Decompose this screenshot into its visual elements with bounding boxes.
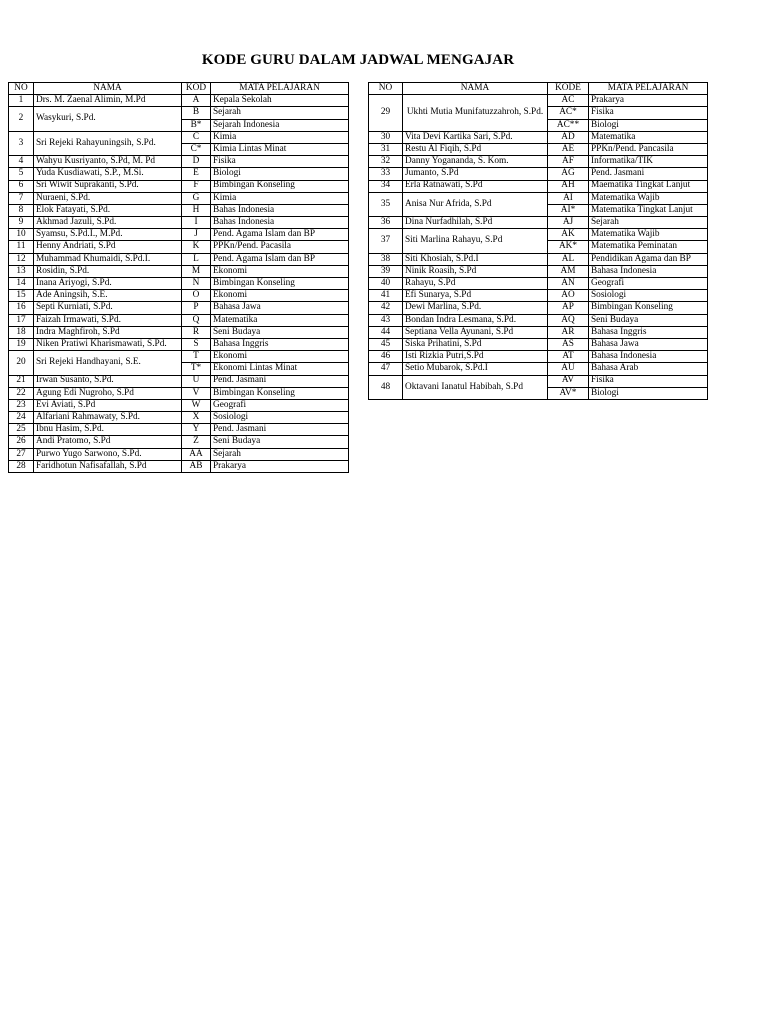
teacher-name: Evi Aviati, S.Pd [34,399,182,411]
teacher-name: Danny Yogananda, S. Kom. [403,156,548,168]
row-number: 43 [369,314,403,326]
row-number: 33 [369,168,403,180]
row-number: 45 [369,338,403,350]
teacher-name: Henny Andriati, S.Pd [34,241,182,253]
table-row [369,314,708,326]
row-number: 16 [9,302,34,314]
teacher-name: Purwo Yugo Sarwono, S.Pd. [34,448,182,460]
row-number: 21 [9,375,34,387]
teacher-name: Anisa Nur Afrida, S.Pd [403,192,548,216]
subject-name: Prakarya [211,460,349,472]
subject-name: Biologi [589,387,708,399]
row-number: 44 [369,326,403,338]
subject-name: Matematika [589,131,708,143]
table-row [9,107,349,119]
table-header-row [9,83,349,95]
row-number: 22 [9,387,34,399]
teacher-code: P [182,302,211,314]
subject-name: PPKn/Pend. Pacasila [211,241,349,253]
row-number: 28 [9,460,34,472]
teacher-name: Irwan Susanto, S.Pd. [34,375,182,387]
subject-name: Bahasa Inggris [589,326,708,338]
teacher-code: AC** [548,119,589,131]
table-row [9,253,349,265]
teacher-name: Ninik Roasih, S.Pd [403,265,548,277]
subject-name: Bahasa Inggris [211,338,349,350]
teacher-name: Ibnu Hasim, S.Pd. [34,424,182,436]
subject-name: Ekonomi [211,265,349,277]
subject-name: Matematika [211,314,349,326]
row-number: 17 [9,314,34,326]
teacher-name: Wasykuri, S.Pd. [34,107,182,131]
table-row [9,192,349,204]
subject-name: Fisika [589,107,708,119]
teacher-code: AV* [548,387,589,399]
subject-name: Matematika Tingkat Lanjut [589,204,708,216]
teacher-name: Ukhti Mutia Munifatuzzahroh, S.Pd. [403,95,548,132]
table-row [369,363,708,375]
subject-name: Bahasa Indonesia [589,265,708,277]
subject-name: Kimia [211,192,349,204]
teacher-name: Drs. M. Zaenal Alimin, M.Pd [34,95,182,107]
subject-name: Ekonomi [211,351,349,363]
teacher-code: AU [548,363,589,375]
subject-name: Bahasa Jawa [589,338,708,350]
teacher-name: Sri Rejeki Handhayani, S.E. [34,351,182,375]
teacher-code: AE [548,143,589,155]
table-row [369,95,708,107]
table-row [9,168,349,180]
teacher-code: AQ [548,314,589,326]
teacher-code: J [182,229,211,241]
table-row [9,290,349,302]
row-number: 10 [9,229,34,241]
table-row [369,278,708,290]
row-number: 20 [9,351,34,375]
teacher-code: K [182,241,211,253]
table-row [9,338,349,350]
teacher-code: C* [182,143,211,155]
table-row [369,180,708,192]
subject-name: Sosiologi [589,290,708,302]
row-number: 41 [369,290,403,302]
row-number: 47 [369,363,403,375]
teacher-name: Rosidin, S.Pd. [34,265,182,277]
subject-name: Matematika Wajib [589,192,708,204]
teacher-code: AA [182,448,211,460]
row-number: 7 [9,192,34,204]
teacher-code: AK [548,229,589,241]
teacher-name: Bondan Indra Lesmana, S.Pd. [403,314,548,326]
teacher-code: F [182,180,211,192]
teacher-name: Dina Nurfadhilah, S.Pd [403,217,548,229]
row-number: 18 [9,326,34,338]
row-number: 32 [369,156,403,168]
teacher-code: AV [548,375,589,387]
teacher-name: Andi Pratomo, S.Pd [34,436,182,448]
teacher-code: L [182,253,211,265]
teacher-code: D [182,156,211,168]
subject-name: Seni Budaya [211,436,349,448]
table-row [369,326,708,338]
page-title: KODE GURU DALAM JADWAL MENGAJAR [201,52,515,68]
subject-name: Bahasa Arab [589,363,708,375]
row-number: 3 [9,131,34,155]
teacher-name: Efi Sunarya, S.Pd [403,290,548,302]
teacher-name: Niken Pratiwi Kharismawati, S.Pd. [34,338,182,350]
header-nama: NAMA [34,83,182,95]
teacher-code: V [182,387,211,399]
table-row [9,460,349,472]
subject-name: Bahas Indonesia [211,217,349,229]
table-row [369,192,708,204]
subject-name: PPKn/Pend. Pancasila [589,143,708,155]
row-number: 8 [9,204,34,216]
table-row [369,168,708,180]
teacher-name: Akhmad Jazuli, S.Pd. [34,217,182,229]
subject-name: Biologi [589,119,708,131]
teacher-code: E [182,168,211,180]
table-header-row [369,83,708,95]
teacher-code: T [182,351,211,363]
subject-name: Pend. Agama Islam dan BP [211,229,349,241]
header-mata-pelajaran: MATA PELAJARAN [589,83,708,95]
row-number: 4 [9,156,34,168]
header-kode: KOD [182,83,211,95]
row-number: 5 [9,168,34,180]
subject-name: Bimbingan Konseling [211,180,349,192]
teacher-name: Faridhotun Nafisafallah, S.Pd [34,460,182,472]
subject-name: Sejarah Indonesia [211,119,349,131]
teacher-code: AC* [548,107,589,119]
teacher-name: Elok Fatayati, S.Pd. [34,204,182,216]
teacher-name: Yuda Kusdiawati, S.P., M.Si. [34,168,182,180]
subject-name: Fisika [211,156,349,168]
subject-name: Bimbingan Konseling [589,302,708,314]
teacher-code: O [182,290,211,302]
teacher-name: Erla Ratnawati, S.Pd [403,180,548,192]
subject-name: Sejarah [211,448,349,460]
table-row [369,375,708,387]
row-number: 42 [369,302,403,314]
teacher-code: AR [548,326,589,338]
row-number: 48 [369,375,403,399]
teacher-name: Nuraeni, S.Pd. [34,192,182,204]
table-row [9,436,349,448]
table-row [9,131,349,143]
row-number: 26 [9,436,34,448]
teacher-code: AO [548,290,589,302]
teacher-name: Isti Rizkia Putri,S.Pd [403,351,548,363]
row-number: 35 [369,192,403,216]
table-row [369,217,708,229]
subject-name: Sosiologi [211,412,349,424]
table-row [9,278,349,290]
header-kode: KODE [548,83,589,95]
table-row [9,95,349,107]
teacher-name: Vita Devi Kartika Sari, S.Pd. [403,131,548,143]
table-row [369,229,708,241]
subject-name: Biologi [211,168,349,180]
teacher-code: W [182,399,211,411]
subject-name: Bahas Indonesia [211,204,349,216]
teacher-code: A [182,95,211,107]
table-row [9,302,349,314]
subject-name: Matematika Peminatan [589,241,708,253]
row-number: 31 [369,143,403,155]
row-number: 6 [9,180,34,192]
table-row [9,217,349,229]
row-number: 13 [9,265,34,277]
header-mata-pelajaran: MATA PELAJARAN [211,83,349,95]
subject-name: Pend. Agama Islam dan BP [211,253,349,265]
header-no: NO [9,83,34,95]
table-row [9,156,349,168]
table-row [9,241,349,253]
teacher-name: Sri Rejeki Rahayuningsih, S.Pd. [34,131,182,155]
subject-name: Sejarah [589,217,708,229]
teacher-code-table-left [8,82,349,473]
teacher-code: AI* [548,204,589,216]
header-no: NO [369,83,403,95]
teacher-code-table-right [368,82,708,400]
table-row [9,204,349,216]
teacher-name: Siti Khosiah, S.Pd.I [403,253,548,265]
table-row [9,375,349,387]
row-number: 24 [9,412,34,424]
teacher-code: AS [548,338,589,350]
row-number: 12 [9,253,34,265]
teacher-code: AM [548,265,589,277]
teacher-code: AN [548,278,589,290]
teacher-code: AJ [548,217,589,229]
row-number: 1 [9,95,34,107]
teacher-name: Restu Al Fiqih, S.Pd [403,143,548,155]
row-number: 23 [9,399,34,411]
teacher-name: Indra Maghfiroh, S.Pd [34,326,182,338]
teacher-name: Jumanto, S.Pd [403,168,548,180]
teacher-name: Septiana Vella Ayunani, S.Pd [403,326,548,338]
row-number: 36 [369,217,403,229]
subject-name: Prakarya [589,95,708,107]
teacher-code: T* [182,363,211,375]
table-row [9,399,349,411]
right-table-body [369,95,708,400]
table-row [9,448,349,460]
teacher-code: AT [548,351,589,363]
table-row [9,424,349,436]
table-row [9,326,349,338]
teacher-code: M [182,265,211,277]
subject-name: Informatika/TIK [589,156,708,168]
subject-name: Pend. Jasmani [211,375,349,387]
table-row [369,351,708,363]
table-row [369,302,708,314]
row-number: 38 [369,253,403,265]
table-row [369,131,708,143]
teacher-name: Dewi Marlina, S.Pd. [403,302,548,314]
table-row [9,387,349,399]
teacher-name: Ade Aningsih, S.E. [34,290,182,302]
teacher-code: G [182,192,211,204]
teacher-name: Wahyu Kusriyanto, S.Pd, M. Pd [34,156,182,168]
row-number: 40 [369,278,403,290]
teacher-code: Y [182,424,211,436]
row-number: 15 [9,290,34,302]
teacher-code: AB [182,460,211,472]
row-number: 11 [9,241,34,253]
row-number: 39 [369,265,403,277]
subject-name: Bimbingan Konseling [211,387,349,399]
row-number: 34 [369,180,403,192]
subject-name: Bahasa Indonesia [589,351,708,363]
subject-name: Kimia Lintas Minat [211,143,349,155]
teacher-code: Z [182,436,211,448]
row-number: 2 [9,107,34,131]
teacher-name: Rahayu, S.Pd [403,278,548,290]
subject-name: Ekonomi Lintas Minat [211,363,349,375]
subject-name: Kimia [211,131,349,143]
subject-name: Kepala Sekolah [211,95,349,107]
teacher-code: N [182,278,211,290]
table-row [369,290,708,302]
row-number: 25 [9,424,34,436]
teacher-name: Alfariani Rahmawaty, S.Pd. [34,412,182,424]
table-row [9,351,349,363]
teacher-code: X [182,412,211,424]
table-row [9,229,349,241]
row-number: 29 [369,95,403,132]
row-number: 14 [9,278,34,290]
teacher-code: Q [182,314,211,326]
teacher-code: C [182,131,211,143]
teacher-name: Siti Marlina Rahayu, S.Pd [403,229,548,253]
table-row [9,412,349,424]
teacher-code: AI [548,192,589,204]
teacher-code: U [182,375,211,387]
teacher-code: B [182,107,211,119]
subject-name: Fisika [589,375,708,387]
teacher-name: Setio Mubarok, S.Pd.I [403,363,548,375]
subject-name: Bahasa Jawa [211,302,349,314]
table-row [9,180,349,192]
row-number: 37 [369,229,403,253]
row-number: 27 [9,448,34,460]
teacher-name: Agung Edi Nugroho, S.Pd [34,387,182,399]
table-row [369,156,708,168]
teacher-name: Siska Prihatini, S.Pd [403,338,548,350]
table-row [369,265,708,277]
row-number: 19 [9,338,34,350]
subject-name: Seni Budaya [211,326,349,338]
teacher-name: Inana Ariyogi, S.Pd. [34,278,182,290]
row-number: 9 [9,217,34,229]
teacher-name: Septi Kurniati, S.Pd. [34,302,182,314]
left-table-body [9,95,349,473]
table-row [369,338,708,350]
subject-name: Pendidikan Agama dan BP [589,253,708,265]
teacher-code: R [182,326,211,338]
teacher-code: AF [548,156,589,168]
table-row [9,314,349,326]
teacher-code: H [182,204,211,216]
teacher-code: AL [548,253,589,265]
subject-name: Maematika Tingkat Lanjut [589,180,708,192]
teacher-name: Oktavani Ianatul Habibah, S.Pd [403,375,548,399]
subject-name: Bimbingan Konseling [211,278,349,290]
teacher-code: I [182,217,211,229]
subject-name: Geografi [589,278,708,290]
teacher-code: AP [548,302,589,314]
subject-name: Ekonomi [211,290,349,302]
subject-name: Geografi [211,399,349,411]
row-number: 30 [369,131,403,143]
table-row [369,143,708,155]
teacher-code: AD [548,131,589,143]
teacher-name: Faizah Irmawati, S.Pd. [34,314,182,326]
teacher-code: B* [182,119,211,131]
teacher-code: AG [548,168,589,180]
subject-name: Seni Budaya [589,314,708,326]
subject-name: Sejarah [211,107,349,119]
subject-name: Pend. Jasmani [211,424,349,436]
teacher-code: AH [548,180,589,192]
teacher-code: AC [548,95,589,107]
teacher-name: Sri Wiwit Suprakanti, S.Pd. [34,180,182,192]
row-number: 46 [369,351,403,363]
table-row [369,253,708,265]
teacher-name: Muhammad Khumaidi, S.Pd.I. [34,253,182,265]
teacher-code: S [182,338,211,350]
subject-name: Pend. Jasmani [589,168,708,180]
header-nama: NAMA [403,83,548,95]
table-row [9,265,349,277]
teacher-name: Syamsu, S.Pd.I., M.Pd. [34,229,182,241]
teacher-code: AK* [548,241,589,253]
subject-name: Matematika Wajib [589,229,708,241]
